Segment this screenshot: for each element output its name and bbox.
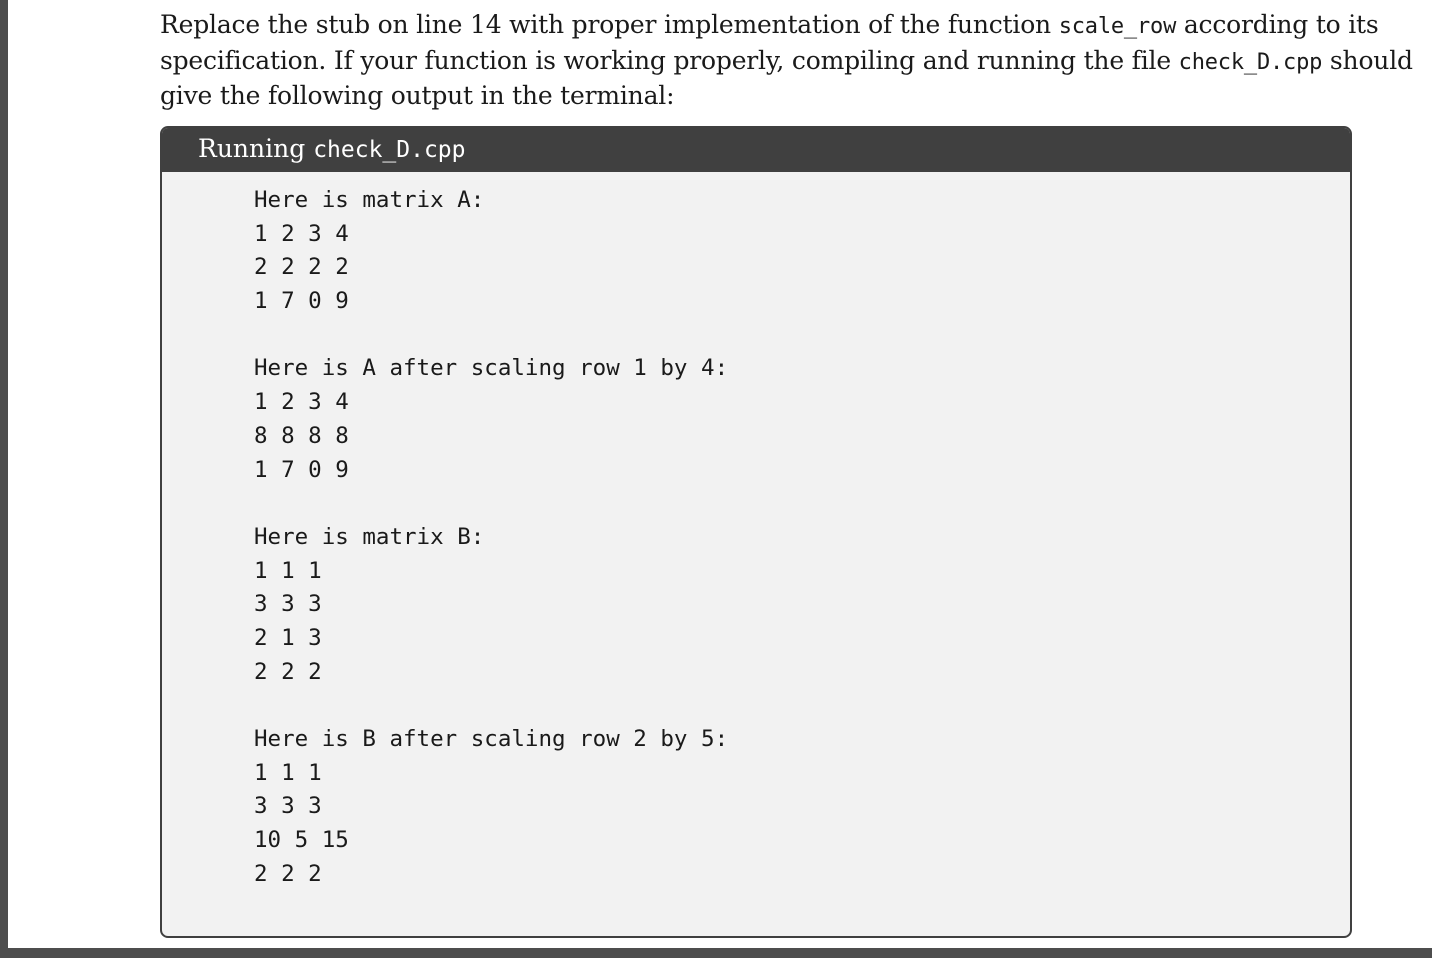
terminal-line: 2 2 2 2 — [254, 254, 349, 281]
bottom-frame-bar — [0, 948, 1432, 958]
instructions-line-2 — [160, 44, 1413, 80]
terminal-output-box — [160, 126, 1352, 938]
terminal-line: Here is matrix B: — [254, 523, 485, 550]
terminal-line: 1 2 3 4 — [254, 389, 349, 416]
terminal-line — [254, 319, 728, 353]
instructions-line-1 — [160, 8, 1379, 44]
terminal-line: 2 2 2 — [254, 860, 322, 887]
terminal-box-header — [162, 128, 1350, 172]
terminal-line: 1 2 3 4 — [254, 220, 349, 247]
terminal-line: 1 7 0 9 — [254, 288, 349, 315]
inline-code-filename: check_D.cpp — [1178, 49, 1323, 75]
terminal-line: Here is A after scaling row 1 by 4: — [254, 355, 729, 382]
instructions-paragraph — [160, 8, 1413, 113]
terminal-line: 2 2 2 — [254, 658, 322, 685]
terminal-line: Here is B after scaling row 2 by 5: — [254, 726, 729, 752]
terminal-line: 1 1 1 — [254, 557, 322, 584]
text-segment: specification. If your function is working properly, compiling and running the file — [160, 45, 1179, 75]
terminal-line: 2 1 3 — [254, 624, 322, 651]
title-text: Running — [198, 134, 314, 163]
terminal-line: 8 8 8 8 — [254, 422, 349, 449]
text-segment: Replace the stub on line 14 with proper implementation of the function — [160, 10, 1059, 39]
terminal-line: 1 1 1 — [254, 759, 322, 786]
terminal-line: 3 3 3 — [254, 793, 322, 820]
title-filename: check_D.cpp — [313, 137, 466, 163]
instructions-line-3: give the following output in the terminal: — [160, 81, 675, 110]
text-segment: should — [1322, 45, 1413, 75]
terminal-line: Here is matrix A: — [254, 187, 485, 213]
text-segment: according to its — [1176, 10, 1379, 39]
terminal-line: 3 3 3 — [254, 591, 322, 618]
terminal-output — [254, 184, 728, 891]
terminal-line: 1 7 0 9 — [254, 456, 349, 483]
terminal-box-title — [198, 131, 466, 168]
terminal-line — [254, 689, 728, 723]
terminal-line — [254, 487, 728, 521]
left-frame-bar — [0, 0, 8, 958]
terminal-line: 10 5 15 — [254, 827, 349, 854]
inline-code-function-name: scale_row — [1058, 14, 1177, 39]
